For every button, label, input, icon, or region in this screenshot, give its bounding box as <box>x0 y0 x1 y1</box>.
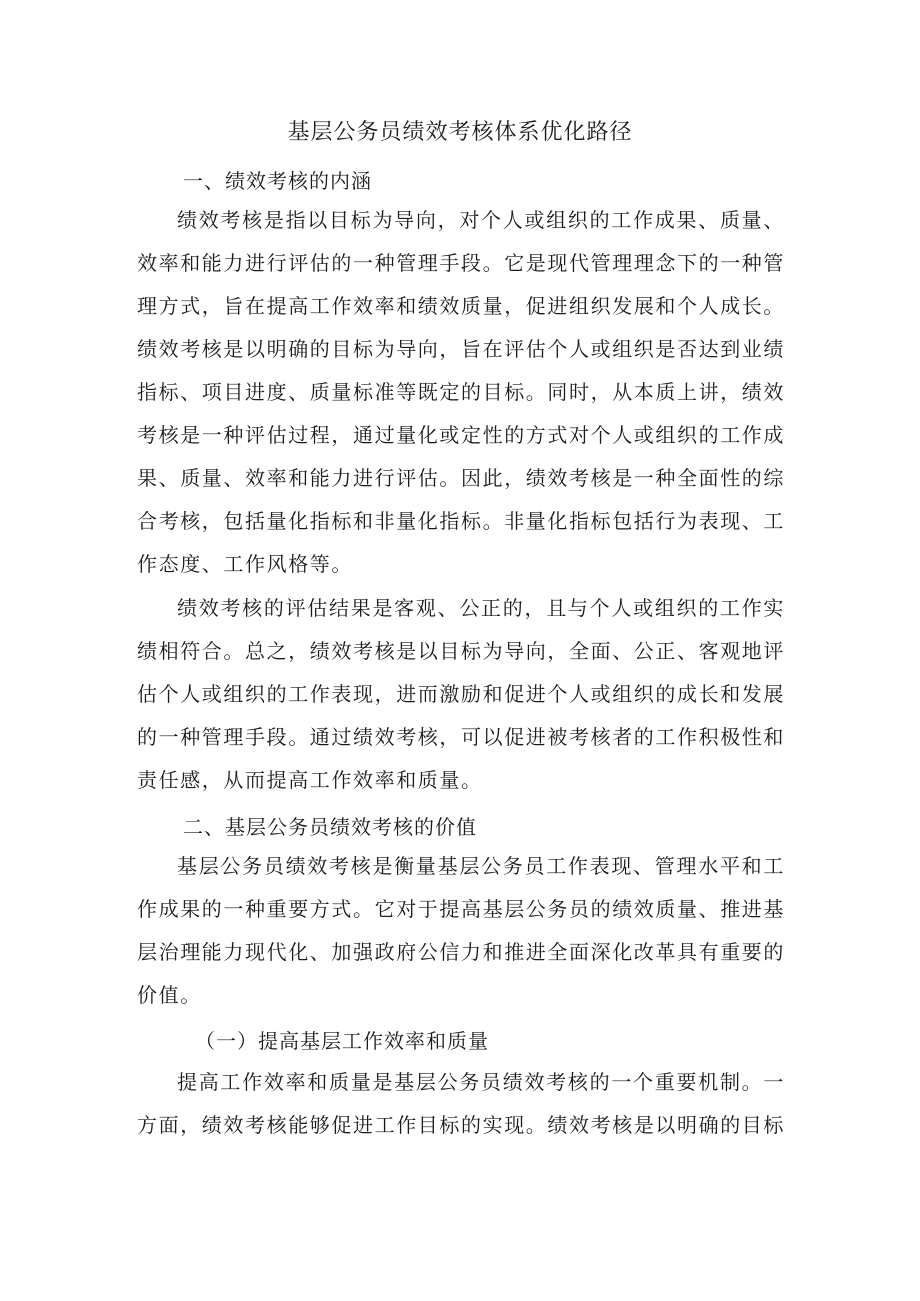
section-1-paragraph-1: 绩效考核是指以目标为导向，对个人或组织的工作成果、质量、效率和能力进行评估的一种管理手段。它是现代管理理念下的一种管理方式，旨在提高工作效率和绩效质量，促进组织发展和个人成长。绩效考核是以明确的目标为导向，旨在评估个人或组织是否达到业绩指标、项目进度、质量标准等既定的目标。同时，从本质上讲，绩效考核是一种评估过程，通过量化或定性的方式对个人或组织的工作成果、质量、效率和能力进行评估。因此，绩效考核是一种全面性的综合考核，包括量化指标和非量化指标。非量化指标包括行为表现、工作态度、工作风格等。 <box>137 208 785 576</box>
document-title: 基层公务员绩效考核体系优化路径 <box>287 120 633 145</box>
subsection-1-paragraph-1: 提高工作效率和质量是基层公务员绩效考核的一个重要机制。一方面，绩效考核能够促进工作目标的实现。绩效考核是以明确的目标 <box>137 1070 785 1137</box>
section-1-paragraph-2: 绩效考核的评估结果是客观、公正的，且与个人或组织的工作实绩相符合。总之，绩效考核是以目标为导向，全面、公正、客观地评估个人或组织的工作表现，进而激励和促进个人或组织的成长和发展的一种管理手段。通过绩效考核，可以促进被考核者的工作积极性和责任感，从而提高工作效率和质量。 <box>137 596 785 792</box>
section-1-heading: 一、绩效考核的内涵 <box>183 169 372 193</box>
subsection-1-heading: （一）提高基层工作效率和质量 <box>195 1029 489 1053</box>
section-2-heading: 二、基层公务员绩效考核的价值 <box>183 815 477 839</box>
section-2-paragraph-1: 基层公务员绩效考核是衡量基层公务员工作表现、管理水平和工作成果的一种重要方式。它对于提高基层公务员的绩效质量、推进基层治理能力现代化、加强政府公信力和推进全面深化改革具有重要的价值。 <box>137 854 785 1007</box>
